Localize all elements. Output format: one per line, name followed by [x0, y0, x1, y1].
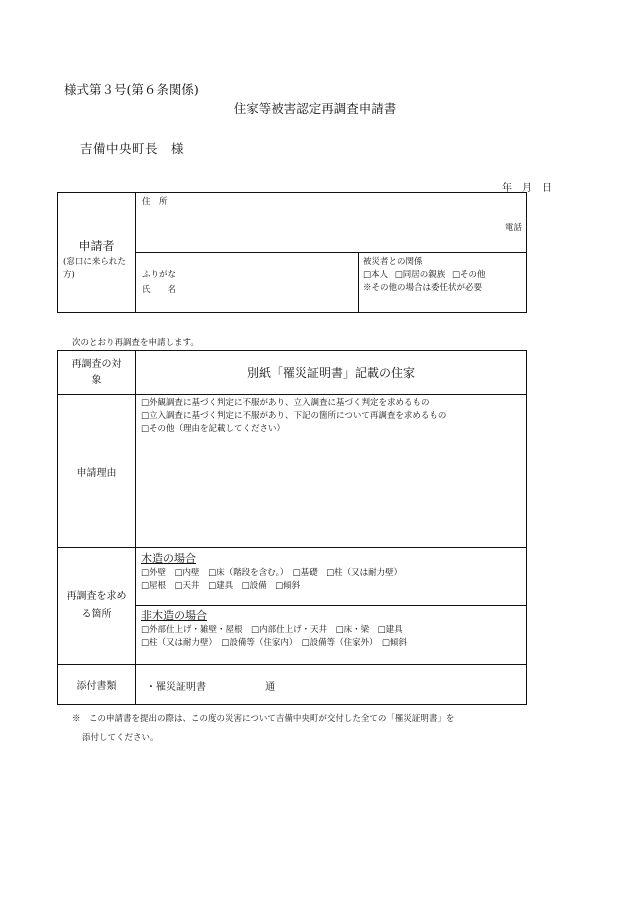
target-value: 別紙「罹災証明書」記載の住家 — [246, 366, 415, 380]
attachment-label: 添付書類 — [76, 681, 117, 692]
form-number: 様式第３号(第６条関係) — [64, 82, 199, 97]
applicant-label: 申請者 — [78, 239, 115, 253]
date-label: 年 月 日 — [502, 183, 552, 194]
applicant-sublabel: (窓口に来られた方) — [63, 257, 126, 280]
wooden-line-1[interactable]: □外壁 □内壁 □床（階段を含む。） □基礎 □柱（又は耐力壁） — [141, 568, 403, 578]
nonwooden-line-2[interactable]: □柱（又は耐力壁） □設備等（住家内） □設備等（住家外） □傾斜 — [141, 638, 407, 648]
wooden-title: 木造の場合 — [141, 552, 196, 565]
target-label-cell — [58, 351, 136, 395]
footer-note-line-2: 添付してください。 — [82, 733, 159, 743]
address-cell[interactable] — [136, 193, 527, 253]
target-value-cell — [136, 351, 527, 395]
target-label: 再調査の対象 — [71, 358, 122, 386]
furigana-label: ふりがな — [142, 270, 177, 280]
intro-text: 次のとおり再調査を申請します。 — [72, 338, 199, 348]
reason-option-exterior[interactable]: □外観調査に基づく判定に不服があり、立入調査に基づく判定を求めるもの — [141, 398, 430, 408]
request-table — [57, 350, 527, 705]
addressee: 吉備中央町長 様 — [80, 141, 185, 156]
phone-label: 電話 — [504, 223, 522, 233]
nonwooden-cell — [136, 606, 527, 665]
applicant-label-cell — [58, 193, 136, 313]
reason-label: 申請理由 — [76, 467, 117, 479]
relation-option-self[interactable]: □本人 — [363, 270, 389, 280]
attachment-unit: 通 — [265, 682, 276, 693]
relation-option-other[interactable]: □その他 — [451, 270, 486, 280]
attachment-cell[interactable] — [136, 665, 527, 705]
wooden-cell — [136, 548, 527, 606]
address-label: 住 所 — [142, 197, 168, 207]
nonwooden-line-1[interactable]: □外部仕上げ・雑壁・屋根 □内部仕上げ・天井 □床・梁 □建具 — [141, 625, 403, 635]
applicant-table — [57, 192, 527, 313]
locations-label-cell — [58, 548, 136, 665]
relation-cell — [359, 253, 527, 313]
name-label: 氏 名 — [142, 285, 177, 295]
relation-title: 被災者との関係 — [363, 257, 423, 267]
wooden-line-2[interactable]: □屋根 □天井 □建具 □設備 □傾斜 — [141, 581, 301, 591]
nonwooden-title: 非木造の場合 — [141, 609, 207, 622]
relation-option-family[interactable]: □同居の親族 — [394, 270, 446, 280]
page-title: 住家等被害認定再調査申請書 — [233, 101, 397, 116]
reason-cell[interactable] — [136, 395, 527, 548]
footer-note-line-1: ※ この申請書を提出の際は、この度の災害について吉備中央町が交付した全ての「罹災証明書」を — [72, 714, 455, 724]
relation-note: ※その他の場合は委任状が必要 — [363, 283, 483, 293]
reason-option-interior[interactable]: □立入調査に基づく判定に不服があり、下記の箇所について再調査を求めるもの — [141, 411, 447, 421]
name-cell[interactable] — [136, 253, 359, 313]
attachment-value: ・罹災証明書 — [146, 682, 206, 693]
reason-options — [136, 395, 526, 436]
reason-label-cell — [58, 395, 136, 548]
reason-option-other[interactable]: □その他（理由を記載してください） — [141, 424, 286, 434]
locations-label: 再調査を求める箇所 — [66, 591, 127, 620]
relation-options — [363, 268, 486, 280]
attachment-label-cell — [58, 665, 136, 705]
